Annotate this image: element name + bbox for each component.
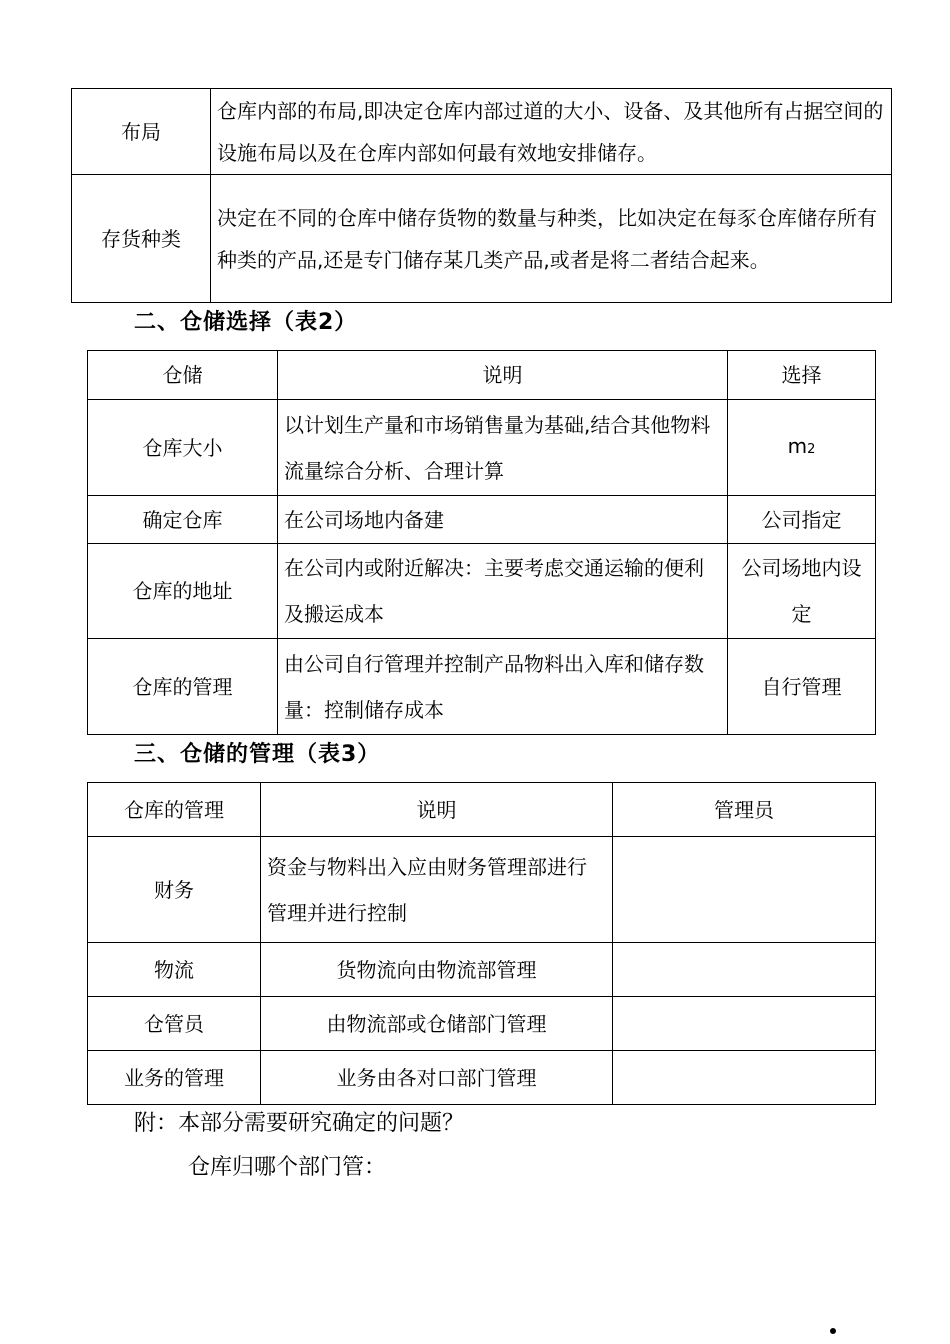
row-description: 在公司场地内备建 [278, 496, 728, 544]
row-name: 物流 [88, 943, 261, 997]
row-description: 业务由各对口部门管理 [261, 1051, 613, 1105]
row-name: 仓库的地址 [88, 544, 278, 639]
row-choice [728, 400, 876, 496]
choice-unit-exponent: 2 [807, 441, 816, 457]
row-name: 仓库的管理 [88, 639, 278, 735]
table-row [72, 89, 892, 175]
row-name: 仓库大小 [88, 400, 278, 496]
row-description: 由公司自行管理并控制产品物料出入库和储存数量：控制储存成本 [278, 639, 728, 735]
page-mark [830, 1328, 836, 1334]
table-row [88, 496, 876, 544]
table-storage-management [87, 782, 876, 1105]
row-label: 布局 [72, 89, 211, 175]
appendix-note: 附：本部分需要研究确定的问题？ [134, 1111, 465, 1136]
row-admin [613, 1051, 876, 1105]
row-admin [613, 943, 876, 997]
table-header-row [88, 783, 876, 837]
row-description: 仓库内部的布局,即决定仓库内部过道的大小、设备、及其他所有占据空间的设施布局以及在仓库内部如何最有效地安排储存。 [211, 89, 892, 175]
table-row [88, 837, 876, 943]
section-heading: 二、仓储选择（表2） [134, 310, 358, 335]
choice-unit: m [787, 433, 808, 458]
row-choice: 自行管理 [728, 639, 876, 735]
row-description: 货物流向由物流部管理 [261, 943, 613, 997]
table-row [88, 400, 876, 496]
row-description: 决定在不同的仓库中储存货物的数量与种类，比如决定在每豕仓库储存所有种类的产品,还是专门储存某几类产品,或者是将二者结合起来。 [211, 175, 892, 303]
row-name: 业务的管理 [88, 1051, 261, 1105]
row-name: 确定仓库 [88, 496, 278, 544]
column-header: 管理员 [613, 783, 876, 837]
row-name: 仓管员 [88, 997, 261, 1051]
table-warehouse-design [71, 88, 892, 303]
row-choice: 公司指定 [728, 496, 876, 544]
row-description: 由物流部或仓储部门管理 [261, 997, 613, 1051]
column-header: 说明 [261, 783, 613, 837]
column-header: 仓库的管理 [88, 783, 261, 837]
table-row [88, 639, 876, 735]
column-header: 仓储 [88, 351, 278, 400]
table-header-row [88, 351, 876, 400]
row-description: 以计划生产量和市场销售量为基础,结合其他物料流量综合分析、合理计算 [278, 400, 728, 496]
table-row [72, 175, 892, 303]
row-description: 在公司内或附近解决：主要考虑交通运输的便利及搬运成本 [278, 544, 728, 639]
row-admin [613, 837, 876, 943]
table-row [88, 943, 876, 997]
section-heading: 三、仓储的管理（表3） [134, 742, 381, 767]
column-header: 说明 [278, 351, 728, 400]
row-name: 财务 [88, 837, 261, 943]
table-row [88, 1051, 876, 1105]
table-row [88, 997, 876, 1051]
column-header: 选择 [728, 351, 876, 400]
row-admin [613, 997, 876, 1051]
row-label: 存货种类 [72, 175, 211, 303]
row-description: 资金与物料出入应由财务管理部进行管理并进行控制 [261, 837, 613, 943]
table-storage-selection [87, 350, 876, 735]
row-choice: 公司场地内设定 [728, 544, 876, 639]
appendix-question: 仓库归哪个部门管： [188, 1155, 387, 1180]
table-row [88, 544, 876, 639]
